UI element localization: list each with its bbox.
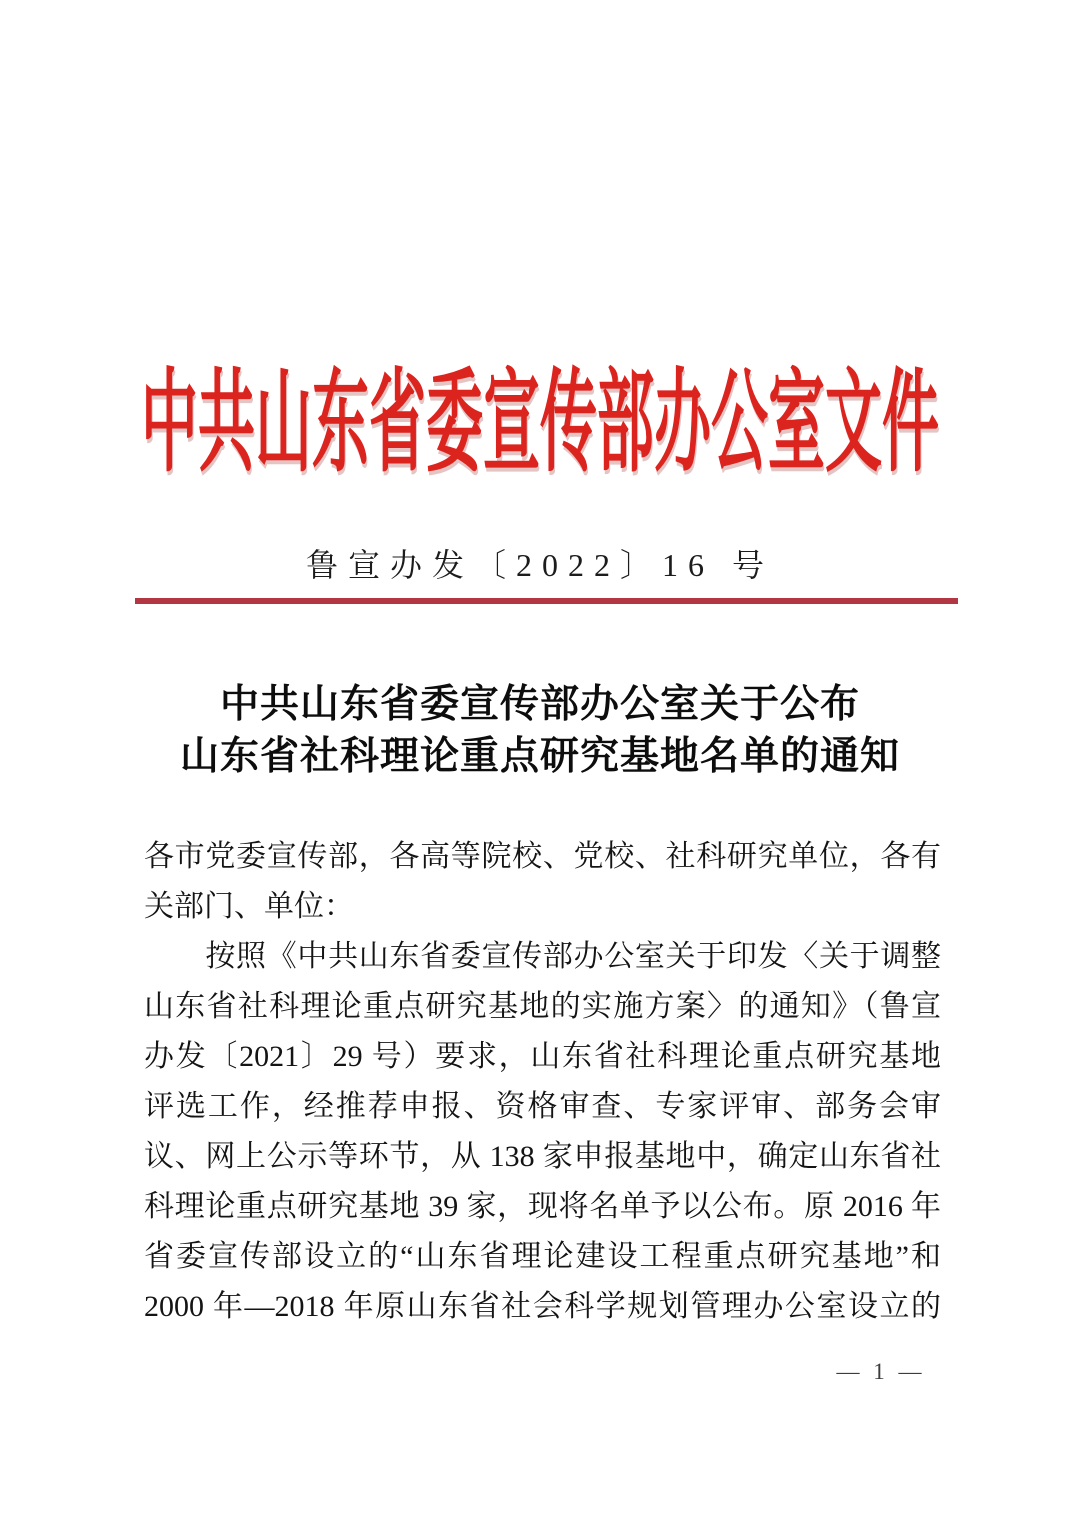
body-line: 关部门、单位： <box>144 890 354 923</box>
body-paragraphs <box>144 832 941 1332</box>
body-line: 2000 年—2018 年原山东省社会科学规划管理办公室设立的 <box>144 1290 941 1323</box>
body-line: 科理论重点研究基地 39 家，现将名单予以公布。原 2016 年 <box>144 1190 941 1223</box>
document-title-line1: 中共山东省委宣传部办公室关于公布 <box>219 683 860 726</box>
body-line: 议、网上公示等环节，从 138 家申报基地中，确定山东省社 <box>144 1140 941 1173</box>
body-line: 各市党委宣传部，各高等院校、党校、社科研究单位，各有 <box>144 840 941 873</box>
letterhead <box>0 362 1080 486</box>
body-line: 办发〔2021〕29 号）要求，山东省社科理论重点研究基地 <box>144 1040 941 1073</box>
body-line: 评选工作，经推荐申报、资格审查、专家评审、部务会审 <box>144 1090 941 1123</box>
document-title <box>0 679 1080 783</box>
page-number: — 1 — <box>836 1359 926 1384</box>
document-number: 鲁宣办发〔2022〕16 号 <box>305 547 774 583</box>
document-title-line2: 山东省社科理论重点研究基地名单的通知 <box>179 735 900 778</box>
body-line: 省委宣传部设立的“山东省理论建设工程重点研究基地”和 <box>144 1240 941 1273</box>
red-divider-rule <box>135 598 958 604</box>
body-line: 山东省社科理论重点研究基地的实施方案〉的通知》（鲁宣 <box>144 990 941 1023</box>
letterhead-org-title: 中共山东省委宣传部办公室文件 <box>141 362 939 486</box>
body-line: 按照《中共山东省委宣传部办公室关于印发〈关于调整 <box>144 940 941 973</box>
